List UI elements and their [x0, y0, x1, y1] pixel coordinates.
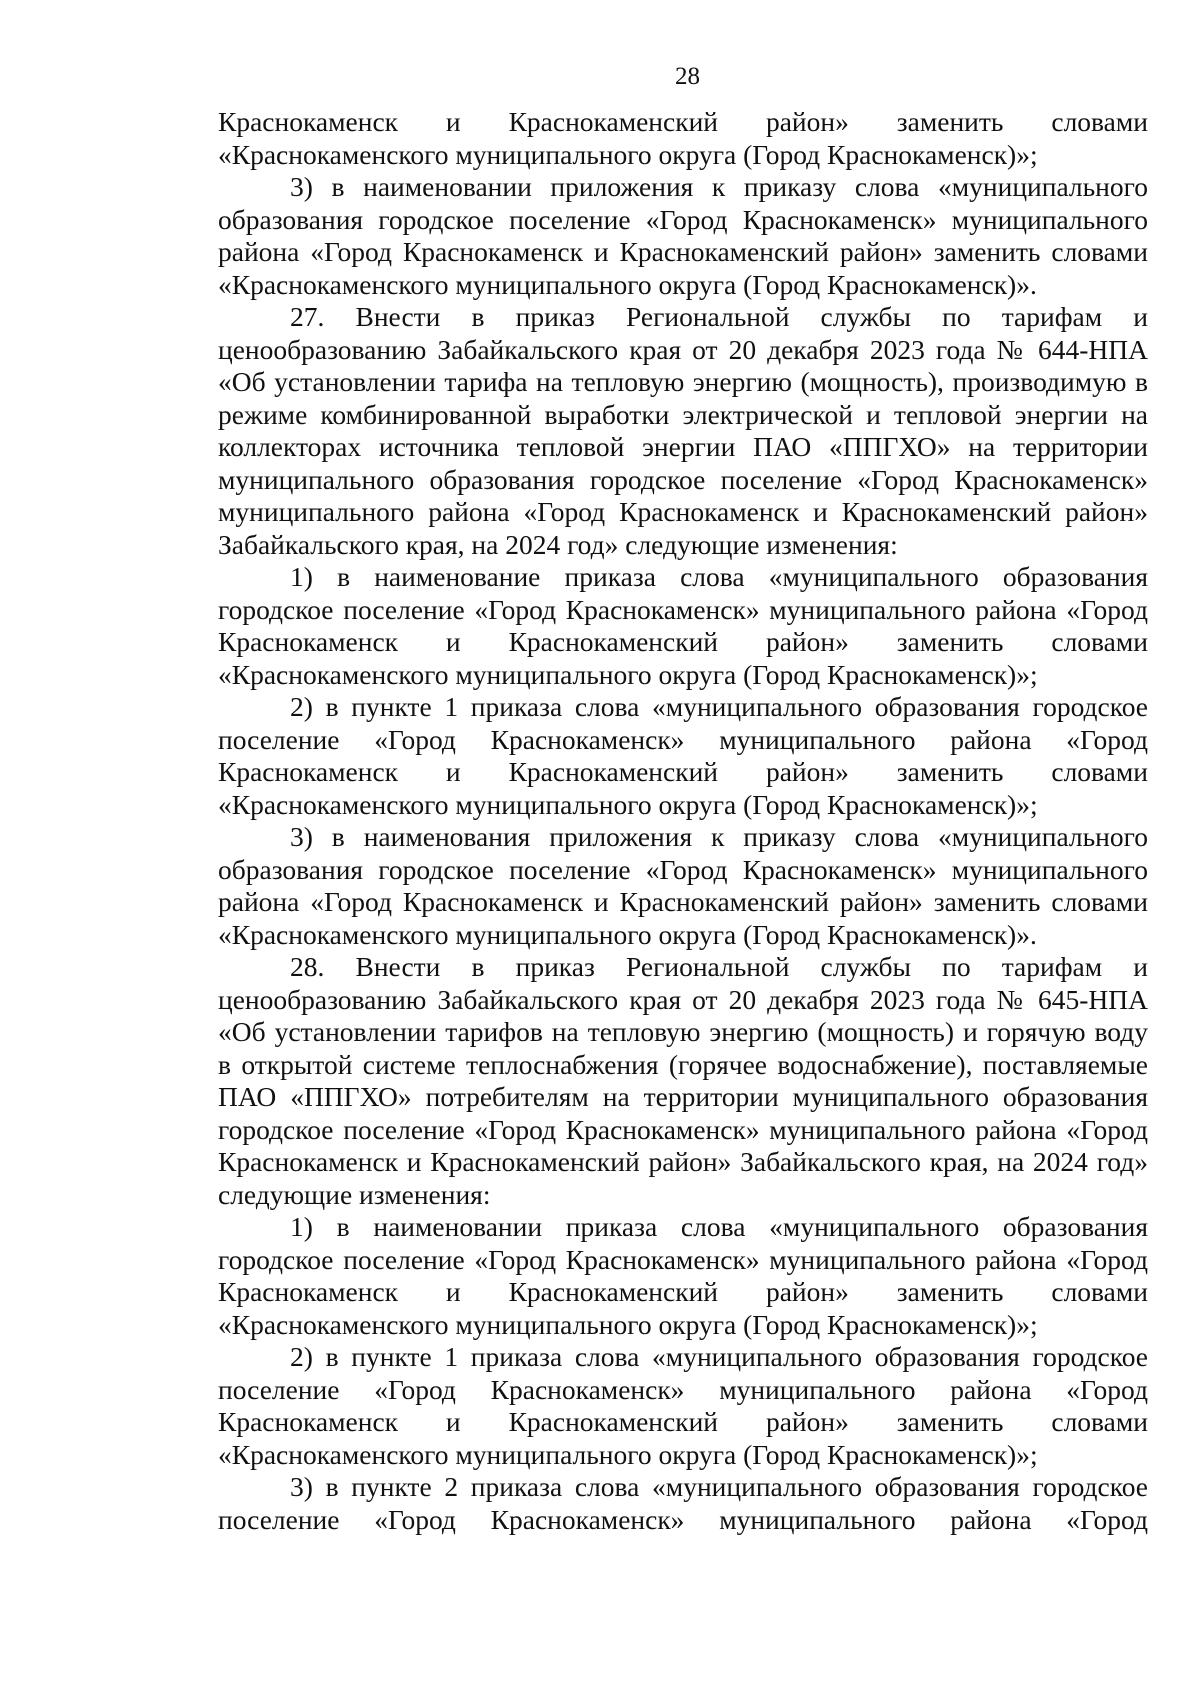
paragraph-28-item-3: 3) в пункте 2 приказа слова «муниципального образования городское поселение «Город Краснокаменск» муниципального района «Город [218, 1471, 1148, 1535]
page-number: 28 [675, 63, 700, 90]
paragraph-27-item-1: 1) в наименование приказа слова «муниципального образования городское поселение «Город Краснокаменск» муниципального района «Город Краснокаменск и Краснокаменский район» заменить словами «Краснокаменского муниципального округа (Город Краснокаменск)»; [218, 561, 1148, 690]
paragraph-section-27: 27. Внести в приказ Региональной службы по тарифам и ценообразованию Забайкальского края от 20 декабря 2023 года № 644-НПА «Об установлении тарифа на тепловую энергию (мощность), производимую в режиме комбинированной выработки электрической и тепловой энергии на коллекторах источника тепловой энергии ПАО «ППГХО» на территории муниципального образования городское поселение «Город Краснокаменск» муниципального района «Город Краснокаменск и Краснокаменский район» Забайкальского края, на 2024 год» следующие изменения: [218, 301, 1148, 560]
paragraph-27-item-3: 3) в наименования приложения к приказу слова «муниципального образования городское поселение «Город Краснокаменск» муниципального района «Город Краснокаменск и Краснокаменский район» заменить словами «Краснокаменского муниципального округа (Город Краснокаменск)». [218, 821, 1148, 950]
paragraph-28-item-1: 1) в наименовании приказа слова «муниципального образования городское поселение «Город Краснокаменск» муниципального района «Город Краснокаменск и Краснокаменский район» заменить словами «Краснокаменского муниципального округа (Город Краснокаменск)»; [218, 1211, 1148, 1340]
paragraph-28-item-2: 2) в пункте 1 приказа слова «муниципального образования городское поселение «Город Краснокаменск» муниципального района «Город Краснокаменск и Краснокаменский район» заменить словами «Краснокаменского муниципального округа (Город Краснокаменск)»; [218, 1341, 1148, 1470]
paragraph-27-item-2: 2) в пункте 1 приказа слова «муниципального образования городское поселение «Город Краснокаменск» муниципального района «Город Краснокаменск и Краснокаменский район» заменить словами «Краснокаменского муниципального округа (Город Краснокаменск)»; [218, 691, 1148, 820]
paragraph-continuation: Краснокаменск и Краснокаменский район» заменить словами «Краснокаменского муниципального округа (Город Краснокаменск)»; [218, 106, 1148, 170]
paragraph-section-28: 28. Внести в приказ Региональной службы по тарифам и ценообразованию Забайкальского края от 20 декабря 2023 года № 645-НПА «Об установлении тарифов на тепловую энергию (мощность) и горячую воду в открытой системе теплоснабжения (горячее водоснабжение), поставляемые ПАО «ППГХО» потребителям на территории муниципального образования городское поселение «Город Краснокаменск» муниципального района «Город Краснокаменск и Краснокаменский район» Забайкальского края, на 2024 год» следующие изменения: [218, 951, 1148, 1210]
paragraph-item-3-appendix: 3) в наименовании приложения к приказу слова «муниципального образования городское поселение «Город Краснокаменск» муниципального района «Город Краснокаменск и Краснокаменский район» заменить словами «Краснокаменского муниципального округа (Город Краснокаменск)». [218, 171, 1148, 300]
document-body [218, 106, 1148, 1536]
